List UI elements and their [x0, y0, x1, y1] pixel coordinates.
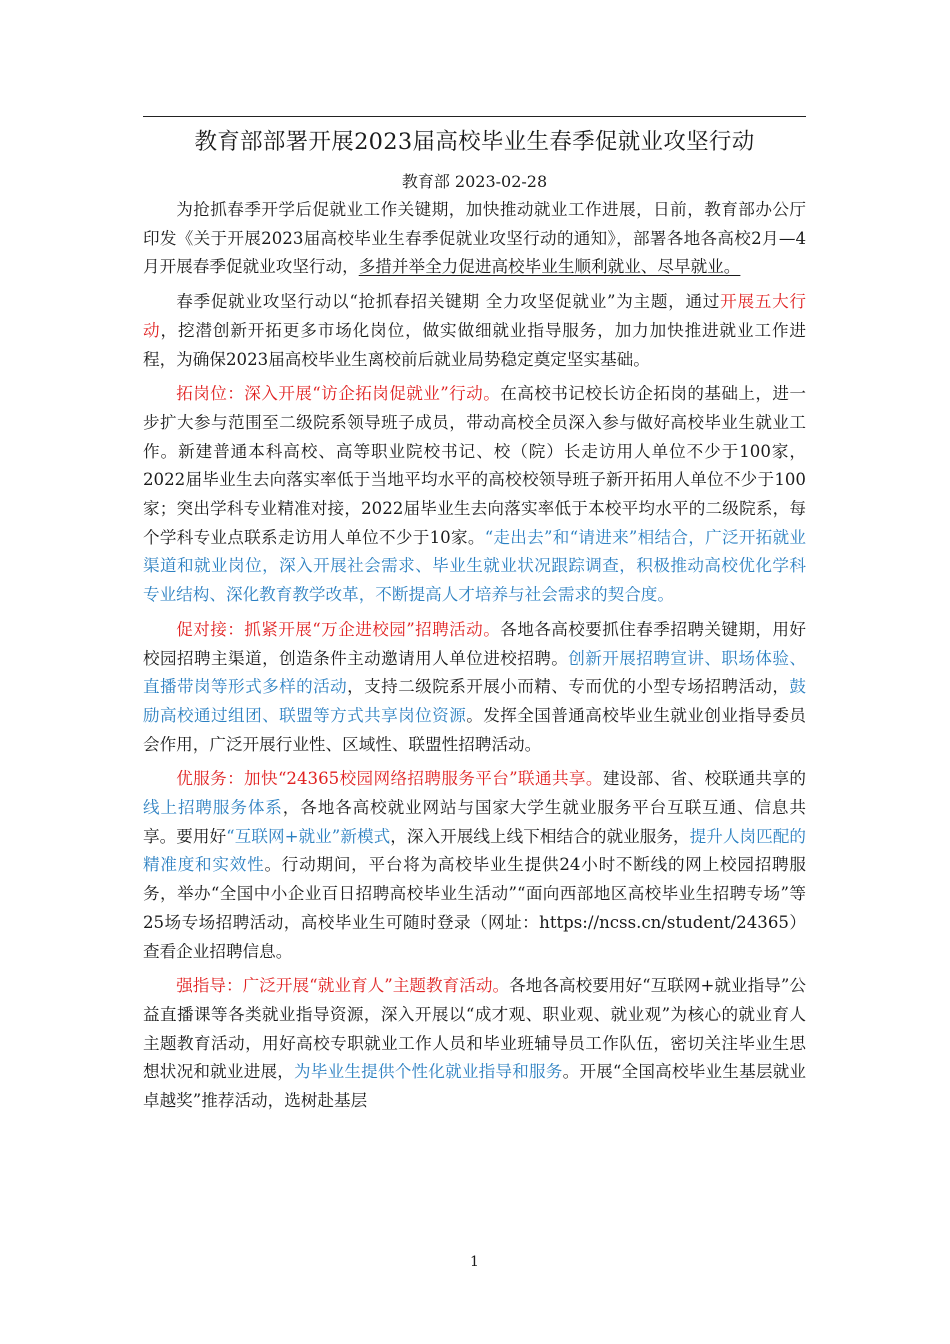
text-run: 。行动期间，平台将为高校毕业生提供24小时不断线的网上校园招聘服务，举办“全国中小企业百日招聘高校毕业生活动”“面向西部地区高校毕业生招聘专场”等25场专场招聘活动，高校毕业生可随时登录（网址：https://ncss.cn/student/24365）查看企业招聘信息。 [143, 855, 806, 961]
section-heading-run: 优服务：加快“24365校园网络招聘服务平台”联通共享。 [176, 769, 603, 789]
text-run: ，挖潜创新开拓更多市场化岗位，做实做细就业指导服务，加力加快推进就业工作进程，为确保2023届高校毕业生离校前后就业局势稳定奠定坚实基础。 [143, 320, 807, 369]
text-run: 各地各高校要抓住春季招聘关键期，用好校园招聘主渠道，创造条件主动邀请用人单位进校招聘。 [143, 619, 806, 668]
highlighted-text-run: 鼓励高校通过组团、联盟等方式共享岗位资源 [143, 677, 807, 725]
section-heading-run: 拓岗位：深入开展“访企拓岗促就业”行动。 [176, 384, 501, 404]
paragraph [143, 616, 806, 760]
text-run: 各地各高校要用好“互联网+就业指导”公益直播课等各类就业指导资源，深入开展以“成才观、职业观、就业观”为核心的就业育人主题教育活动，用好高校专职就业工作人员和毕业班辅导员工作队伍，密切关注毕业生思想状况和就业进展， [143, 976, 806, 1082]
text-run: 建设部、省、校联通共享的 [602, 769, 806, 789]
paragraph [143, 196, 806, 282]
page-number: 1 [470, 1254, 479, 1270]
paragraph [143, 972, 806, 1116]
paragraph [143, 380, 806, 610]
document-source-date: 教育部 2023-02-28 [401, 172, 548, 191]
text-run: 在高校书记校长访企拓岗的基础上，进一步扩大参与范围至二级院系领导班子成员，带动高校全员深入参与做好高校毕业生就业工作。新建普通本科高校、高等职业院校书记、校（院）长走访用人单位不少于100家，2022届毕业生去向落实率低于当地平均水平的高校校领导班子新开拓用人单位不少于100家；突出学科专业精准对接，2022届毕业生去向落实率低于本校平均水平的二级院系，每个学科专业点联系走访用人单位不少于10家。 [143, 384, 806, 547]
text-run: 。发挥全国普通高校毕业生就业创业指导委员会作用，广泛开展行业性、区域性、联盟性招聘活动。 [143, 705, 806, 754]
text-run: 为抢抓春季开学后促就业工作关键期，加快推动就业工作进展，日前，教育部办公厅印发《关于开展2023届高校毕业生春季促就业攻坚行动的通知》，部署各地各高校2月—4月开展春季促就业攻坚行动， [143, 200, 806, 277]
text-run: 。开展“全国高校毕业生基层就业卓越奖”推荐活动，选树赴基层 [143, 1062, 807, 1111]
highlighted-text-run: 线上招聘服务体系 [143, 798, 283, 818]
header-rule [143, 116, 806, 117]
text-run: ，各地各高校就业网站与国家大学生就业服务平台互联互通、信息共享。要用好 [143, 798, 807, 846]
section-heading-run: 强指导：广泛开展“就业育人”主题教育活动。 [176, 976, 510, 996]
highlighted-text-run: “互联网+就业”新模式 [226, 826, 391, 846]
underlined-text-run: 多措并举全力促进高校毕业生顺利就业、尽早就业。 [358, 257, 741, 277]
highlighted-text-run: “走出去”和“请进来”相结合，广泛开拓就业渠道和就业岗位，深入开展社会需求、毕业生就业状况跟踪调查，积极推动高校优化学科专业结构、深化教育教学改革，不断提高人才培养与社会需求的契合度。 [143, 527, 806, 605]
text-run: ，深入开展线上线下相结合的就业服务， [390, 826, 690, 846]
paragraph [143, 288, 806, 374]
highlighted-text-run: 创新开展招聘宣讲、职场体验、直播带岗等形式多样的活动 [143, 648, 806, 697]
highlighted-text-run: 提升人岗匹配的精准度和实效性 [143, 826, 807, 875]
document-title: 教育部部署开展2023届高校毕业生春季促就业攻坚行动 [194, 129, 755, 155]
section-heading-run: 开展五大行动 [143, 292, 807, 340]
text-run: 春季促就业攻坚行动以“抢抓春招关键期 全力攻坚促就业”为主题，通过 [176, 292, 721, 312]
section-heading-run: 促对接：抓紧开展“万企进校园”招聘活动。 [176, 619, 501, 639]
text-run: ，支持二级院系开展小而精、专而优的小型专场招聘活动， [347, 677, 790, 697]
document-body [143, 196, 806, 1122]
paragraph [143, 765, 806, 966]
highlighted-text-run: 为毕业生提供个性化就业指导和服务 [294, 1062, 563, 1082]
